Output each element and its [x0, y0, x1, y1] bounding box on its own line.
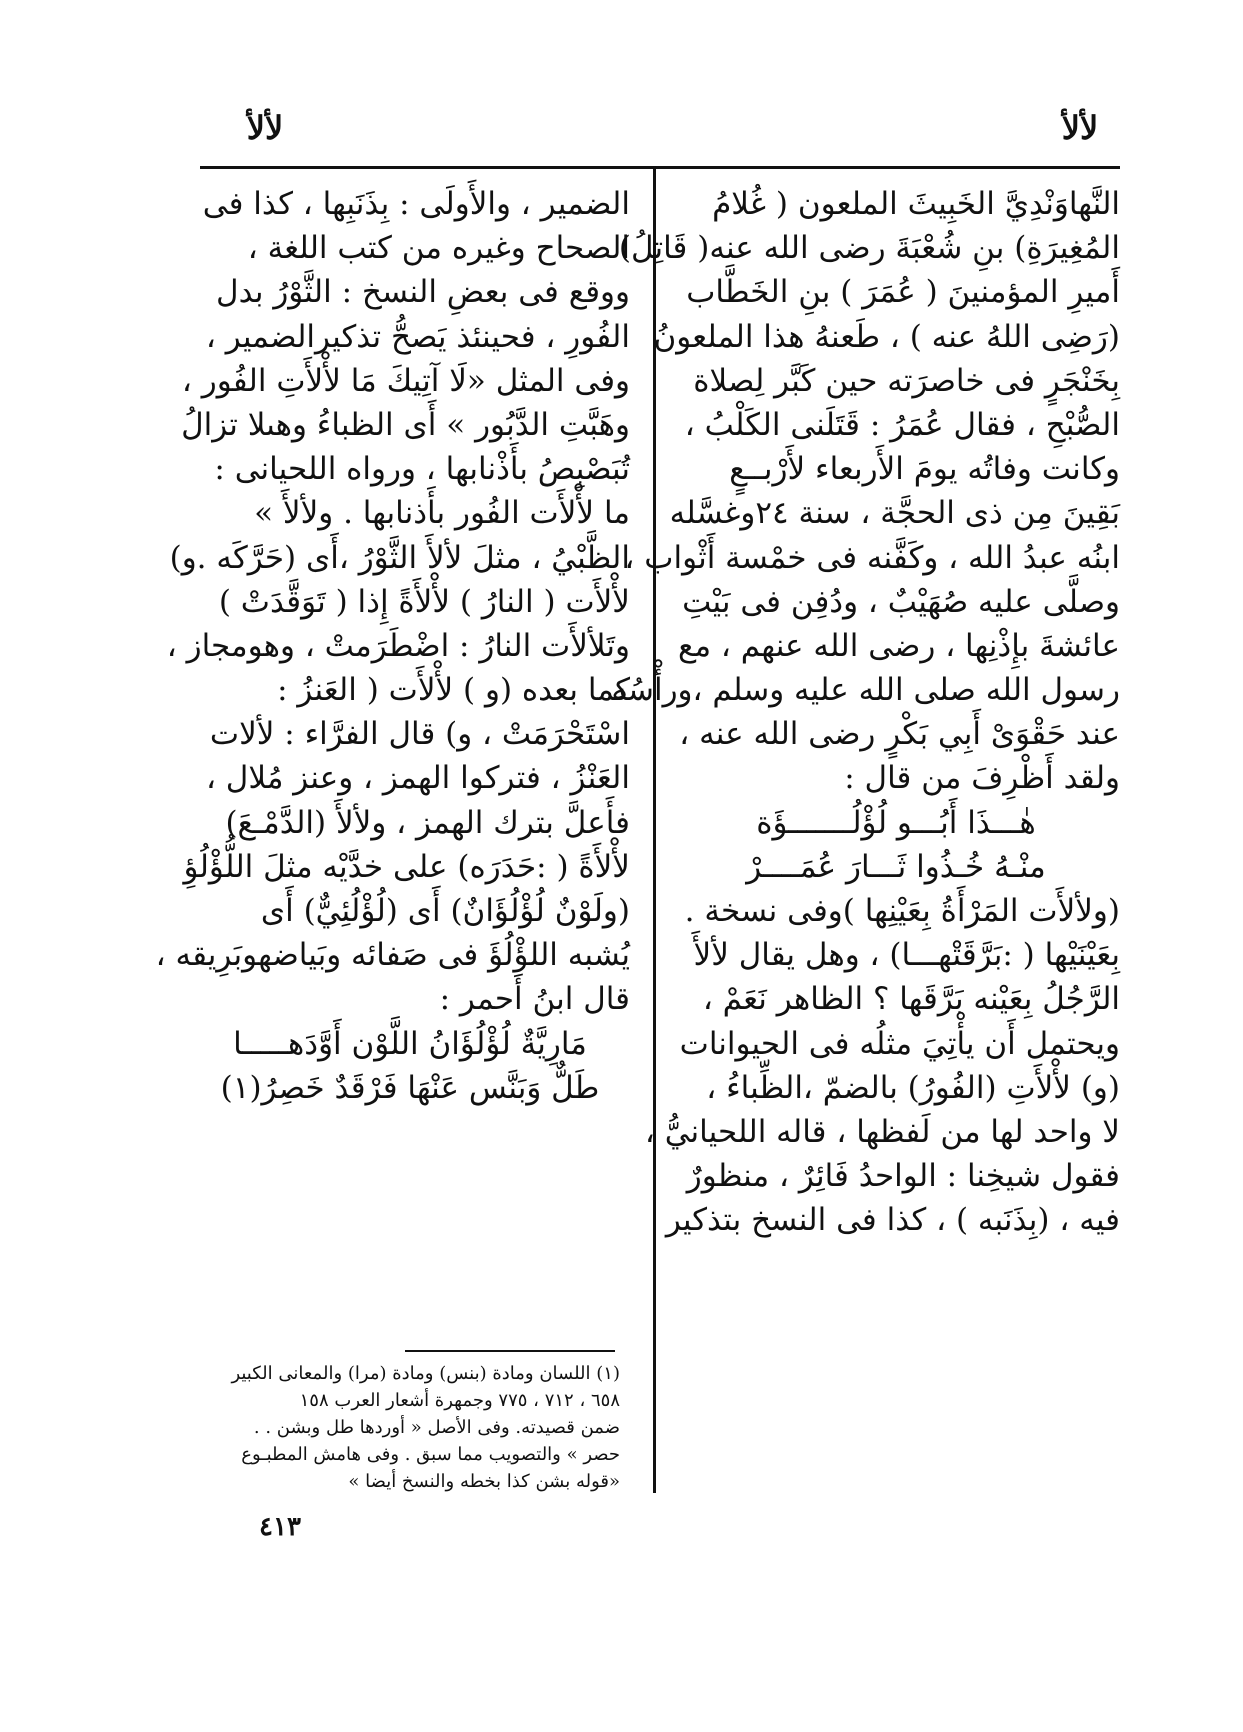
text-line: اسْتَحْرَمَتْ ، و) قال الفرَّاء : لألات: [209, 716, 630, 753]
text-line: وهَبَّتِ الدَّبُور » أَى الظباءُ وهىلا تزالُ: [181, 406, 630, 443]
text-line: الصحاح وغيره من كتب اللغة ،: [247, 230, 630, 267]
text-line: الفُورِ ، فحينئذ يَصحُّ تذكيرالضمير ،: [205, 318, 630, 355]
text-line: (رَضِى اللهُ عنه ) ، طَعنهُ هذا الملعونُ: [653, 318, 1120, 355]
text-line: (ولألأَت المَرْأَةُ بِعَيْنِها )وفى نسخة .: [684, 893, 1120, 929]
text-line: أَميرِ المؤمنينَ ( عُمَرَ ) بنِ الخَطَّاب: [686, 274, 1120, 311]
footnote-line: ٦٥٨ ، ٧١٢ ، ٧٧٥ وجمهرة أشعار العرب ١٥٨: [299, 1390, 620, 1411]
text-line: يُشبه اللؤْلُؤَ فى صَفائه وبَياضهوبَرِيقه ،: [155, 937, 630, 974]
text-line: المُغِيرَةِ) بنِ شُعْبَةَ رضى الله عنه( قَاتِلُ): [618, 230, 1120, 267]
header-rule: [200, 166, 1120, 169]
text-line: الرَّجُلُ بِعَيْنه بَرَّقَها ؟ الظاهر نَعَمْ ،: [702, 981, 1120, 1018]
page-number: ٤١٣: [259, 1512, 301, 1542]
text-line: عند حَقْوَىْ أَبِي بَكْرٍ رضى الله عنه ،: [679, 716, 1120, 753]
text-line: كما بعده (و ) لأْلأَت ( العَنزُ :: [277, 672, 630, 709]
text-line: عائشةَ بإِذْنِها ، رضى الله عنهم ، مع: [677, 627, 1120, 664]
text-line: تُبَصْبِصُ بأَذْنابها ، ورواه اللحيانى :: [214, 451, 630, 488]
text-line: ولقد أَظْرِفَ من قال :: [844, 760, 1120, 797]
footnote-rule: [405, 1350, 615, 1352]
text-line: لأْلأَت ( النارُ ) لأْلأَةً إِذا ( تَوَقَّدَتْ ): [218, 583, 630, 620]
text-line: بَقِينَ مِن ذى الحجَّة ، سنة ٢٤وغسَّله: [669, 495, 1120, 532]
text-line: (و) لأْلأَتِ (الفُورُ) بالضمّ ،الظِّباءُ ،: [706, 1069, 1120, 1106]
text-line: لا واحد لها من لَفظها ، قاله اللحيانيُّ ،: [644, 1113, 1120, 1150]
verse-line: منْـهُ خُـذُوا ثَـــارَ عُمَــــرْ: [746, 848, 1046, 885]
text-line: فقول شيخِنا : الواحدُ فَائِرٌ ، منظورٌ: [686, 1158, 1120, 1195]
text-line: النَّهاوَنْدِيَّ الخَبِيثَ الملعون ( غُلامُ: [712, 186, 1120, 222]
text-line: فأَعلَّ بترك الهمز ، ولألأَ (الدَّمْـعَ): [225, 804, 630, 841]
text-line: الصُّبْحِ ، فقال عُمَرُ : قَتَلَنى الكَلْبُ ،: [684, 406, 1120, 443]
text-line: الضمير ، والأَولَى : بِذَنَبِها ، كذا فى: [202, 186, 630, 222]
footnotes: [200, 1360, 620, 1495]
footnote-line: حصر » والتصويب مما سبق . وفى هامش المطبـوع: [241, 1444, 620, 1465]
text-line: قال ابنُ أَحمر :: [439, 981, 630, 1018]
text-line: (ولَوْنٌ لُؤْلُؤَانٌ) أَى (لُؤْلُئِيٌّ) أَى: [260, 893, 630, 929]
text-line: ووقع فى بعضِ النسخ : الثَّوْرُ بدل: [216, 274, 630, 311]
verse-line: طَلٌّ وَبَنَّس عَنْهَا فَرْقَدٌ خَصِرُ(١): [220, 1069, 600, 1106]
right-column: [611, 182, 1120, 1243]
text-line: وتَلألأَت النارُ : اضْطَرَمتْ ، وهومجاز ،: [166, 627, 630, 664]
text-line: وفى المثل «لَا آتِيكَ مَا لأْلأَتِ الفُور ،: [181, 362, 630, 399]
text-line: بِعَيْنَيْها ( :بَرَّقَتْهـــا) ، وهل يقال لألأَ: [693, 937, 1120, 974]
text-line: ابنُه عبدُ الله ، وكَفَّنه فى خمْسة أَثْواب ،: [624, 539, 1120, 576]
text-line: رسول الله صلى الله عليه وسلم ،ورأْسُه: [611, 672, 1120, 709]
text-line: الظَّبْيُ ، مثلَ لألأَ الثَّوْرُ ،أَى (حَرَّكَه .و): [169, 539, 630, 576]
verse-line: مَارِيَّةٌ لُؤْلُؤَانُ اللَّوْن أَوَّدَهـــــا: [233, 1025, 587, 1062]
text-line: العَنْزُ ، فتركوا الهمز ، وعنز مُلال ،: [205, 760, 630, 797]
footnote-line: ضمن قصيدته. وفى الأصل « أوردها طل وبشن . .: [253, 1417, 620, 1438]
running-header-left: لألأ: [246, 109, 284, 147]
footnote-line: «قوله بشن كذا بخطه والنسخ أيضا »: [348, 1471, 620, 1492]
text-line: ما لأْلأَت الفُور بأَذنابها . ولألأَ »: [254, 495, 630, 532]
column-divider: [653, 168, 656, 1493]
text-line: ويحتمل أَن يأْتِيَ مثلُه فى الحيوانات: [679, 1025, 1120, 1062]
footnote-line: (١) اللسان ومادة (بنس) ومادة (مرا) والمعانى الكبير: [231, 1363, 620, 1384]
text-line: فيه ، (بِذَنَبه ) ، كذا فى النسخ بتذكير: [665, 1202, 1120, 1239]
text-line: وكانت وفاتُه يومَ الأَربعاء لأَرْبــعٍ: [729, 451, 1120, 488]
running-header-right: لألأ: [1061, 109, 1099, 147]
text-line: بِخَنْجَرٍ فى خاصرَته حين كَبَّر لِصلاة: [693, 362, 1120, 399]
text-line: لأْلأَةً ( :حَدَرَه) على خدَّيْه مثلَ اللُّؤْلُؤِ: [183, 848, 630, 885]
verse-line: هٰـــذَا أَبُـــو لُؤْلُـــــــؤَة: [756, 804, 1036, 841]
left-column: [155, 182, 630, 1110]
text-line: وصلَّى عليه صُهَيْبٌ ، ودُفِن فى بَيْتِ: [682, 583, 1120, 620]
